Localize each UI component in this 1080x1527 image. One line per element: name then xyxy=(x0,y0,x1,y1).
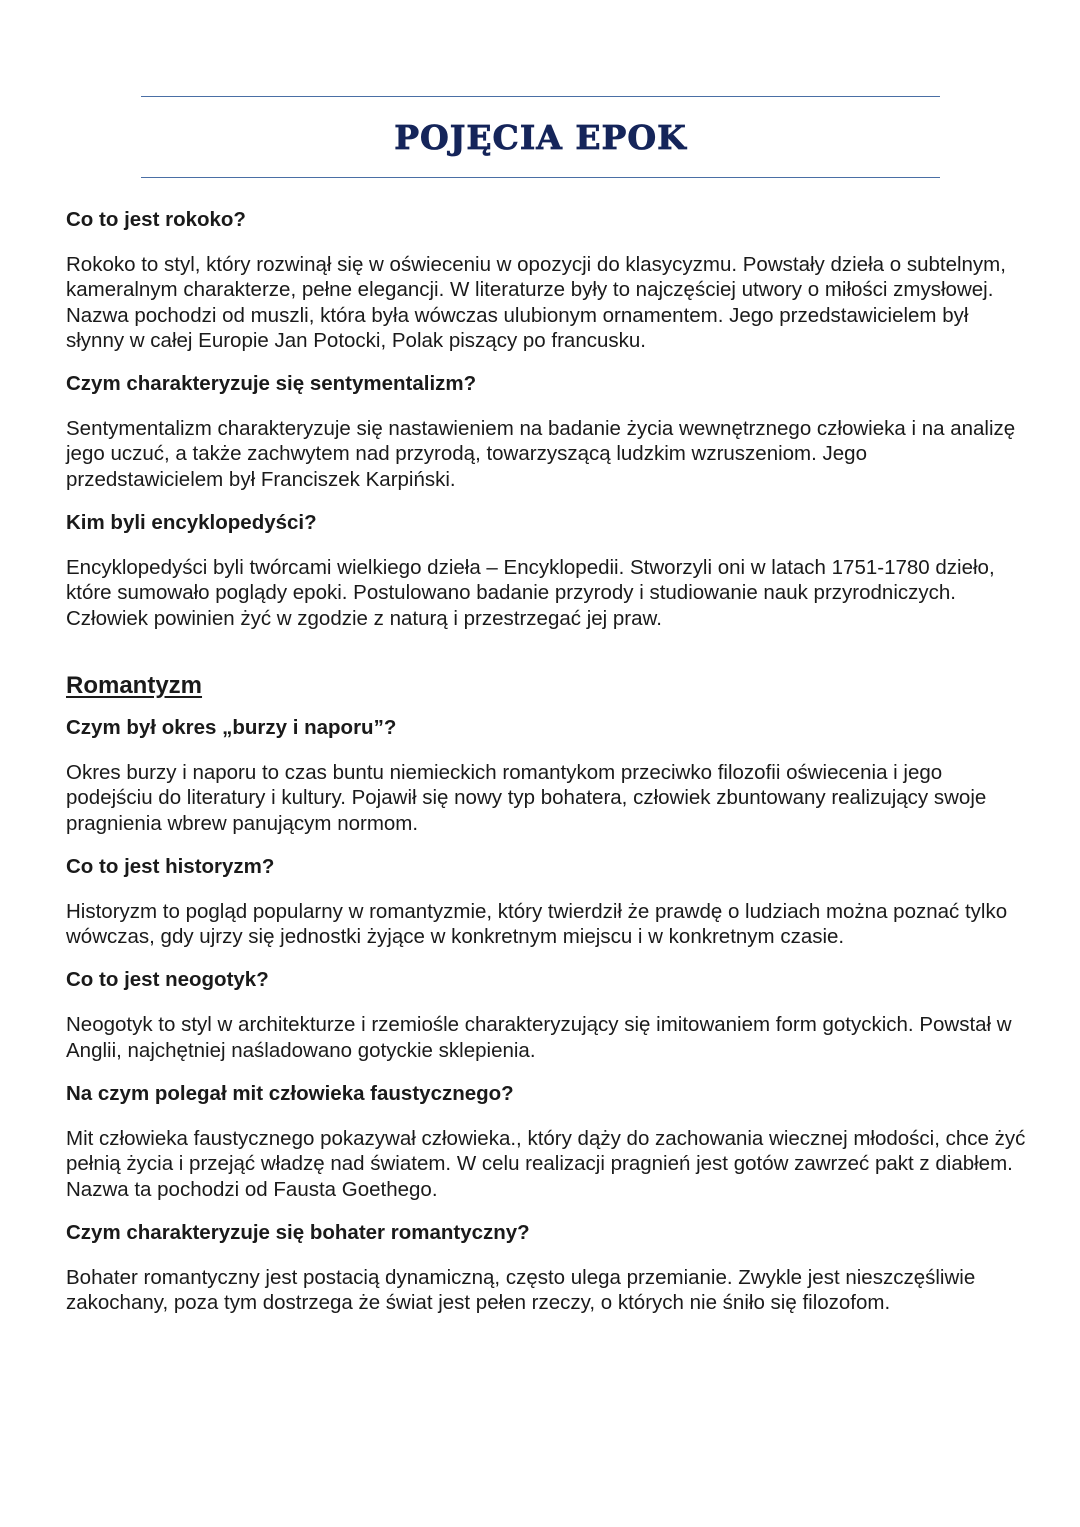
document-body xyxy=(66,207,1026,1334)
question-heading: Na czym polegał mit człowieka faustycznego? xyxy=(66,1082,514,1106)
question-heading: Czym charakteryzuje się bohater romantyczny? xyxy=(66,1220,530,1244)
question-heading: Kim byli encyklopedyści? xyxy=(66,511,317,535)
question-heading: Czym charakteryzuje się sentymentalizm? xyxy=(66,372,477,396)
answer-paragraph: Rokoko to styl, który rozwinął się w oświeceniu w opozycji do klasycyzmu. Powstały dzieła o subtelnym, kameralnym charakterze, pełne elegancji. W literaturze były to najczęściej utwory o miłości zmysłowej. Nazwa pochodzi od muszli, która była wówczas ulubionym ornamentem. Jego przedstawicielem był słynny w całej Europie Jan Potocki, Polak piszący po francusku. xyxy=(66,253,1006,352)
question-heading: Co to jest neogotyk? xyxy=(66,968,269,992)
answer-paragraph: Neogotyk to styl w architekturze i rzemiośle charakteryzujący się imitowaniem form gotyckich. Powstał w Anglii, najchętniej naśladowano gotyckie sklepienia. xyxy=(66,1013,1012,1062)
answer-paragraph: Mit człowieka faustycznego pokazywał człowieka., który dąży do zachowania wiecznej młodości, chce żyć pełnią życia i przejąć władzę nad światem. W celu realizacji pragnień jest gotów zawrzeć pakt z diabłem. Nazwa ta pochodzi od Fausta Goethego. xyxy=(66,1127,1026,1201)
answer-paragraph: Sentymentalizm charakteryzuje się nastawieniem na badanie życia wewnętrznego człowieka i na analizę jego uczuć, a także zachwytem nad przyrodą, towarzyszącą ludzkim wzruszeniom. Jego przedstawicielem był Franciszek Karpiński. xyxy=(66,417,1016,491)
section-enlightenment xyxy=(66,207,1026,631)
section-romanticism xyxy=(66,671,1026,1316)
question-heading: Co to jest rokoko? xyxy=(66,208,246,231)
question-heading: Co to jest historyzm? xyxy=(66,854,275,878)
question-heading: Czym był okres „burzy i naporu”? xyxy=(66,715,397,739)
title-block xyxy=(141,96,940,178)
page-title: POJĘCIA EPOK xyxy=(394,118,687,157)
section-heading-romantyzm: Romantyzm xyxy=(66,671,203,699)
answer-paragraph: Okres burzy i naporu to czas buntu niemieckich romantykom przeciwko filozofii oświecenia i jego podejściu do literatury i kultury. Pojawił się nowy typ bohatera, człowiek zbuntowany realizujący swoje pragnienia wbrew panującym normom. xyxy=(66,760,987,835)
title-rule-bottom xyxy=(141,177,940,178)
answer-paragraph: Historyzm to pogląd popularny w romantyzmie, który twierdził że prawdę o ludziach można poznać tylko wówczas, gdy ujrzy się jednostki żyjące w konkretnym miejscu i w konkretnym czasie. xyxy=(66,899,1008,949)
answer-paragraph: Bohater romantyczny jest postacią dynamiczną, często ulega przemianie. Zwykle jest nieszczęśliwie zakochany, poza tym dostrzega że świat jest pełen rzeczy, o których nie śniło się filozofom. xyxy=(66,1265,976,1315)
answer-paragraph: Encyklopedyści byli twórcami wielkiego dzieła – Encyklopedii. Stworzyli oni w latach 1751-1780 dzieło, które sumowało poglądy epoki. Postulowano badanie przyrody i studiowanie nauk przyrodniczych. Człowiek powinien żyć w zgodzie z naturą i przestrzegać jej praw. xyxy=(66,556,995,630)
